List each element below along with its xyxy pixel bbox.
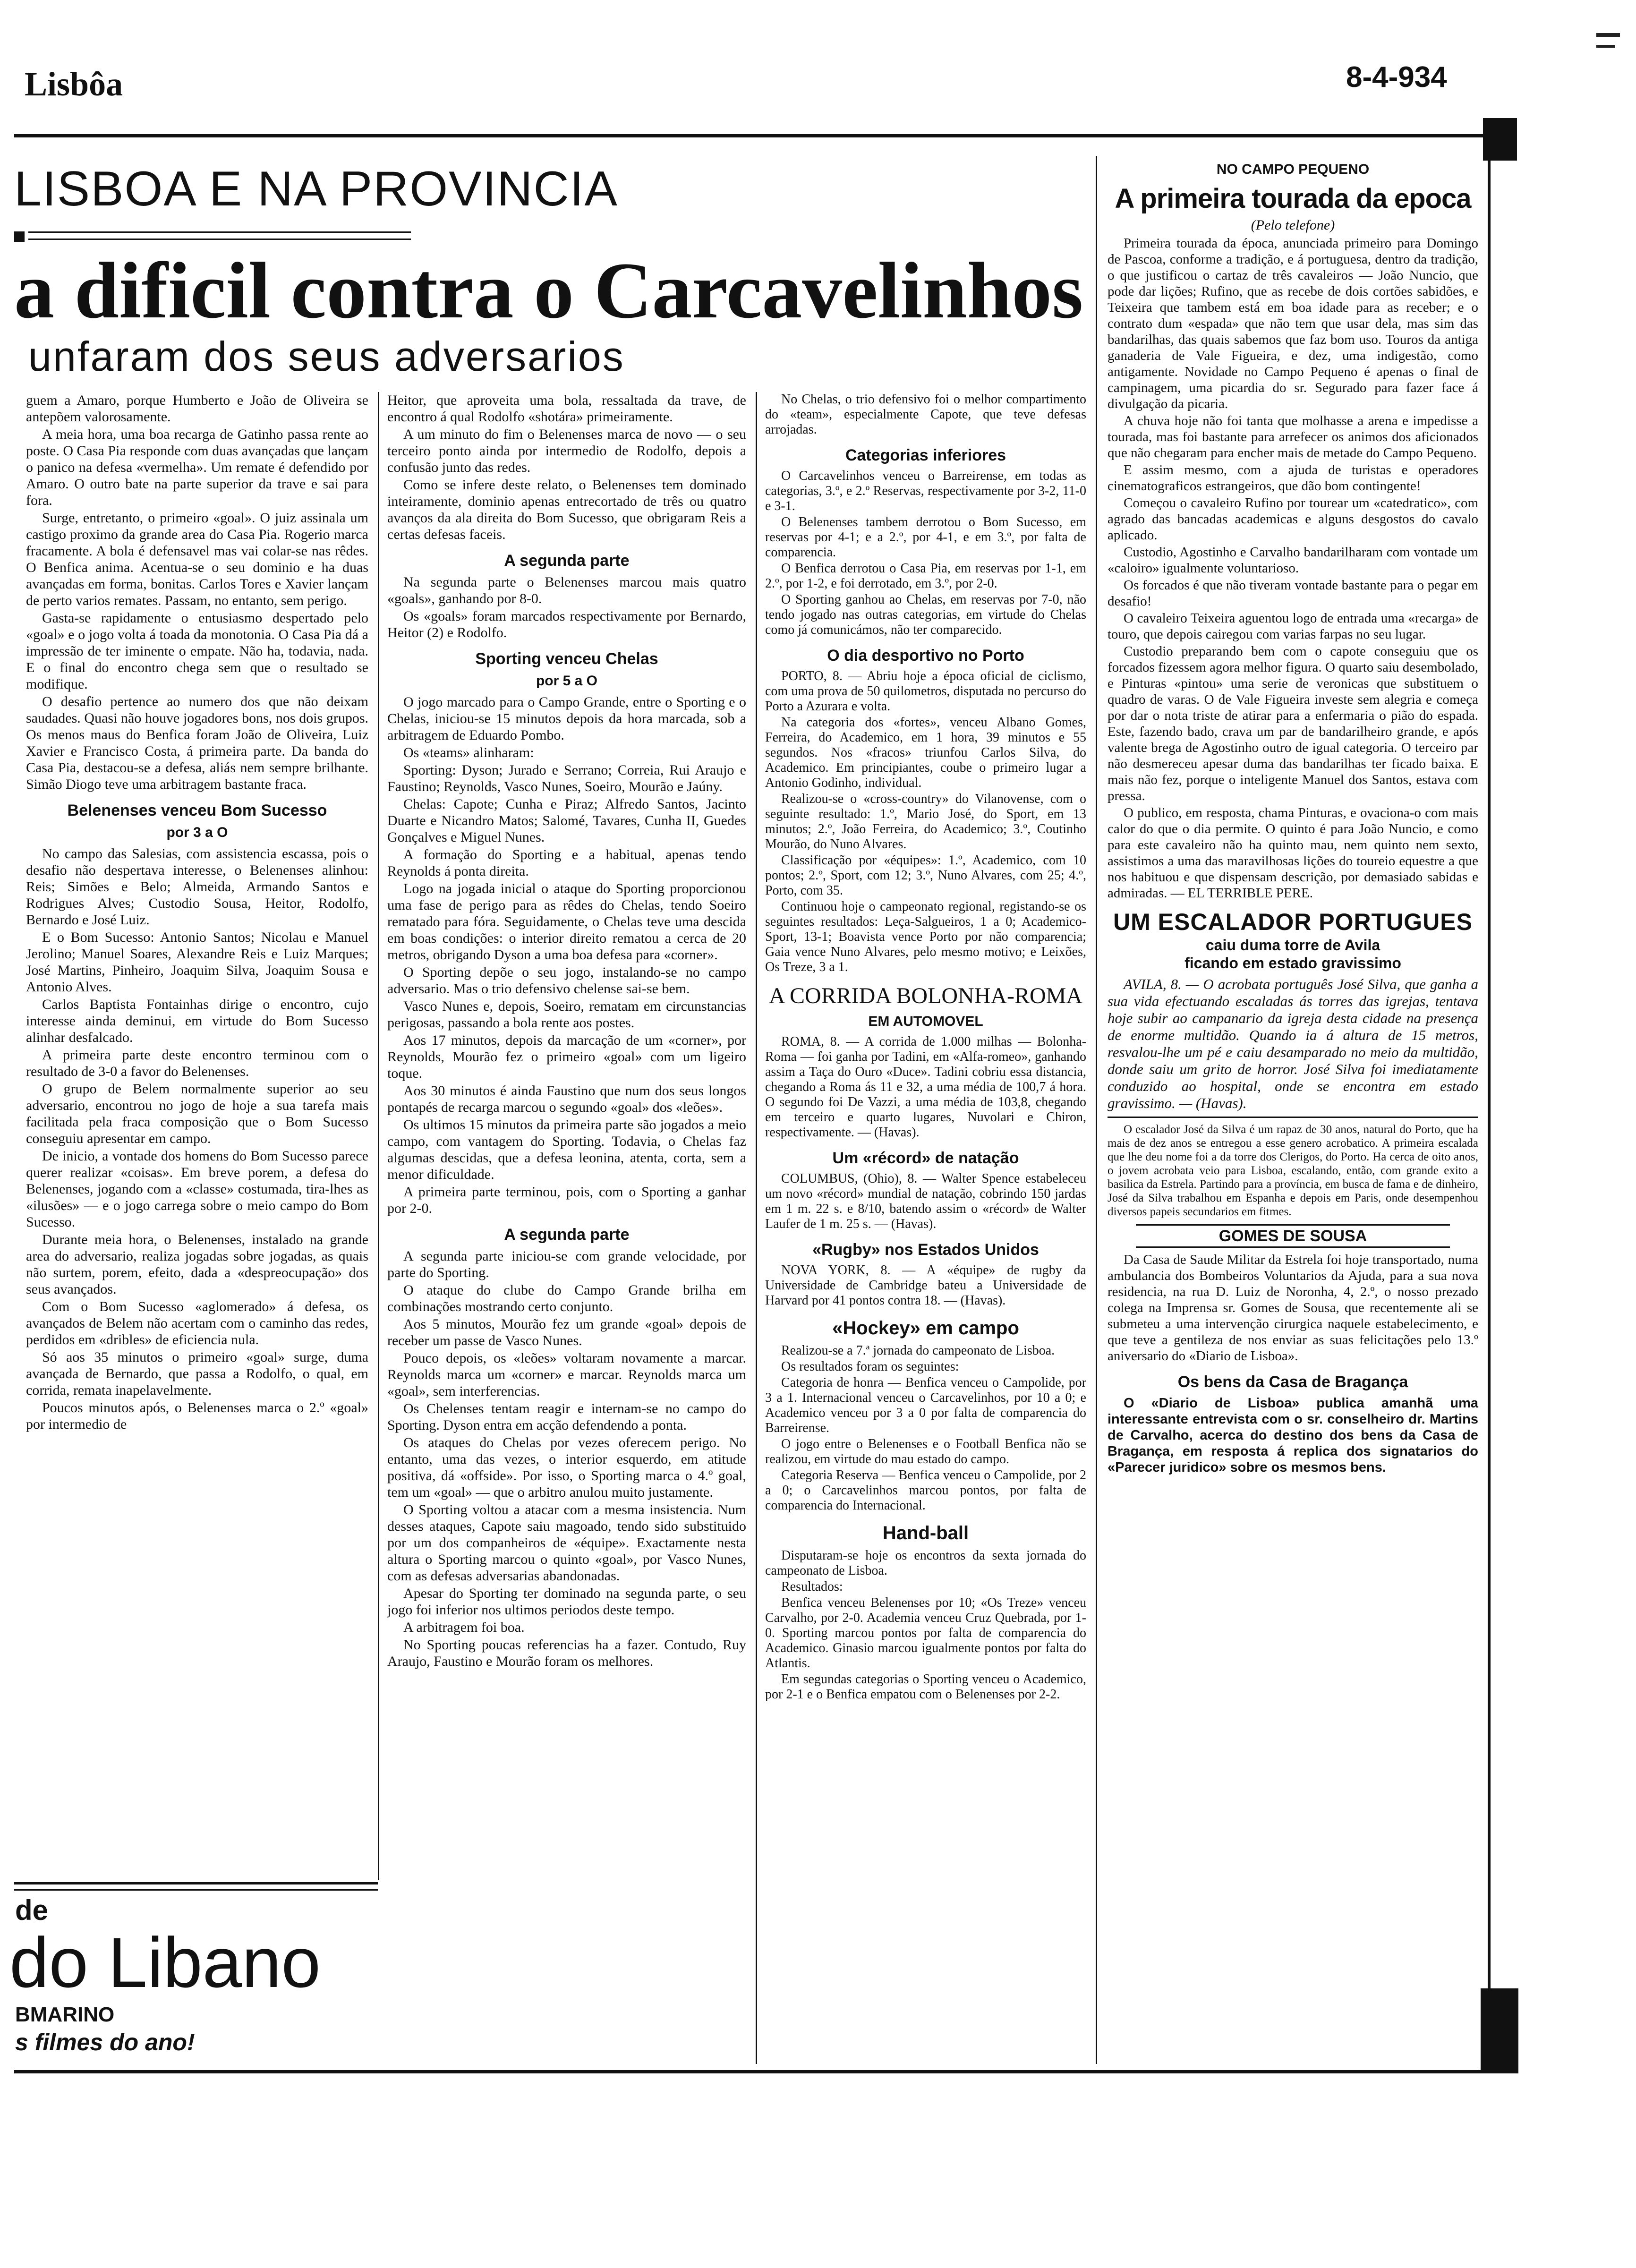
- article-paragraph: AVILA, 8. — O acrobata português José Silva, que ganha a sua vida efectuando escaladas ás torres das igrejas, tentava hoje subir ao campanario da igreja desta cidade na presença de enorme multidão. Quando ia á altura de 15 metros, resvalou-lhe um pé e caiu desamparado no meio da multidão, donde saiu um grito de horror. José Silva foi imediatamente conduzido ao hospital, onde se encontra em estado gravissimo. — (Havas).: [1108, 976, 1478, 1111]
- column-divider: [378, 392, 379, 1880]
- article-byline: (Pelo telefone): [1251, 217, 1335, 233]
- article-heading: A segunda parte: [504, 552, 630, 570]
- article-headline: UM ESCALADOR PORTUGUES: [1113, 909, 1473, 935]
- article-subheading: ficando em estado gravissimo: [1184, 955, 1401, 972]
- article-heading: Belenenses venceu Bom Sucesso: [67, 801, 327, 819]
- section-rule: [28, 239, 411, 240]
- article-paragraph: A formação do Sporting e a habitual, apenas tendo Reynolds á ponta direita.: [387, 847, 746, 879]
- article-paragraph: Chelas: Capote; Cunha e Piraz; Alfredo Santos, Jacinto Duarte e Nicandro Matos; Salomé, Tavares, Cunha II, Guedes Gonçalves e Miguel Nunes.: [387, 796, 746, 845]
- article-paragraph: Resultados:: [781, 1579, 843, 1594]
- main-headline: a dificil contra o Carcavelinhos: [14, 246, 1083, 335]
- article-paragraph: A chuva hoje não foi tanta que molhasse a arena e impedisse a tourada, mas foi bastante para arrefecer os animos dos aficionados que não chegaram para encher mais de metade do Campo Pequeno.: [1108, 413, 1478, 460]
- article-subheading: caiu duma torre de Avila: [1205, 937, 1380, 954]
- ad-title: do Libano: [9, 1923, 321, 2002]
- article-paragraph: A um minuto do fim o Belenenses marca de novo — o seu terceiro ponto ainda por intermedio de Rodolfo, depois a confusão junto das redes.: [387, 426, 746, 475]
- masthead-title: Lisbôa: [25, 65, 123, 103]
- article-paragraph: A segunda parte iniciou-se com grande velocidade, por parte do Sporting.: [387, 1248, 746, 1280]
- column-2: [387, 392, 746, 1671]
- bottom-rule: [14, 2070, 1483, 2073]
- article-paragraph: Como se infere deste relato, o Belenenses tem dominado inteiramente, dominio apenas entrecortado de três ou quatro avanços da ala direita do Bom Sucesso, que obrigaram Reis a certas defesas faceis.: [387, 477, 746, 542]
- article-heading: Hand-ball: [882, 1523, 969, 1543]
- ad-text: s filmes do ano!: [15, 2029, 195, 2055]
- article-paragraph: Primeira tourada da época, anunciada primeiro para Domingo de Pascoa, conforme a tradição, e á portuguesa, dentro da tradição, o que justificou o cartaz de três cavaleiros — João Nuncio, que pode dar lições; Rufino, que as recebe de dois cortões sabidões, e Teixeira que tambem está em boa idade para as receber; e o contrato dum «espada» que não tem que usar dela, mas sim das bandarilhas, das quais sabemos que faz bom uso. Touros da antiga ganaderia de Vale Figueira, e dez, uma indigestão, como antigamente. Novidade no Campo Pequeno é apenas o final de campinagem, uma picardia do sr. Segurado para fazer face á divulgação da picaria.: [1108, 236, 1478, 411]
- article-paragraph: E o Bom Sucesso: Antonio Santos; Nicolau e Manuel Jerolino; Manuel Soares, Alexandre Reis e Luiz Marques; José Martins, Pinheiro, Joaquim Silva, Joaquim Sousa e Antonio Alves.: [26, 929, 368, 995]
- article-paragraph: E assim mesmo, com a ajuda de turistas e operadores cinematograficos estrangeiros, que dão bom contingente!: [1108, 462, 1478, 494]
- section-title: LISBOA E NA PROVINCIA: [14, 162, 618, 216]
- article-paragraph: O Carcavelinhos venceu o Barreirense, em todas as categorias, 3.º, e 2.º Reservas, respectivamente por 3-2, 11-0 e 3-1.: [765, 469, 1086, 513]
- article-paragraph: Pouco depois, os «leões» voltaram novamente a marcar. Reynolds marca um «corner» e marcar. Reynolds marca um «goal», sem interferencias.: [387, 1350, 746, 1399]
- article-paragraph: Aos 17 minutos, depois da marcação de um «corner», por Reynolds, Mourão fez o primeiro «goal» com um ligeiro toque.: [387, 1032, 746, 1081]
- article-subheading: EM AUTOMOVEL: [868, 1014, 983, 1029]
- article-paragraph: A meia hora, uma boa recarga de Gatinho passa rente ao poste. O Casa Pia responde com duas avançadas que lançam o panico na defesa «vermelha». Um remate é defendido por Amaro. O outro bate na parte superior da trave e sai para fora.: [26, 426, 368, 508]
- article-paragraph: No campo das Salesias, com assistencia escassa, pois o desafio não despertava interesse, o Belenenses alinhou: Reis; Simões e Belo; Almeida, Armando Santos e Rodrigues Alves; Custodio Sousa, Heitor, Rodolfo, Bernardo e José Luiz.: [26, 846, 368, 928]
- article-paragraph: O publico, em resposta, chama Pinturas, e ovaciona-o com mais calor do que o dia permite. O quinto é para João Nuncio, e como para este cavaleiro não ha quinto mau, nem quinto nem sexto, assistimos a uma das maravilhosas lições do toureio equestre a que nos habituou e que dispensam descrição, por demasiado sabidas e admiradas. — EL TERRIBLE PERE.: [1108, 805, 1478, 901]
- ad-rule: [14, 1882, 378, 1884]
- article-paragraph: Poucos minutos após, o Belenenses marca o 2.º «goal» por intermedio de: [26, 1400, 368, 1432]
- article-paragraph: O jogo marcado para o Campo Grande, entre o Sporting e o Chelas, iniciou-se 15 minutos depois da hora marcada, sob a arbitragem de Eduardo Pombo.: [387, 694, 746, 743]
- article-paragraph: Continuou hoje o campeonato regional, registando-se os seguintes resultados: Leça-Salgueiros, 1 a 0; Academico-Sport, 13-1; Boavista vence Porto por não comparencia; Gaia vence Nuno Alvares, pelo mesmo motivo; e Leixões, Os Treze, 3 a 1.: [765, 899, 1086, 974]
- article-paragraph: Os «teams» alinharam:: [403, 745, 534, 760]
- article-paragraph: O «Diario de Lisboa» publica amanhã uma interessante entrevista com o sr. conselheiro dr. Martins de Carvalho, acerca do destino dos bens da Casa de Bragança, em resposta á replica dos signatarios do «Parecer juridico» sobre os mesmos bens.: [1108, 1396, 1478, 1475]
- article-paragraph: Logo na jogada inicial o ataque do Sporting proporcionou uma fase de perigo para as rêdes do Chelas, tendo Soeiro rematado para fóra. Seguidamente, o Chelas teve uma descida em boas condições: o interior direito rematou a cerca de 20 metros, obrigando Dyson a uma boa defesa para «corner».: [387, 881, 746, 963]
- article-paragraph: NOVA YORK, 8. — A «équipe» de rugby da Universidade de Cambridge bateu a Universidade de Harvard por 41 pontos contra 18. — (Havas).: [765, 1263, 1086, 1308]
- edge-mark: [1596, 33, 1620, 37]
- article-paragraph: COLUMBUS, (Ohio), 8. — Walter Spence estabeleceu um novo «récord» mundial de natação, cobrindo 150 jardas em 1 m. 22 s. e 8/10, batendo assim o «récord» de Walter Laufer de 1 m. 25 s. — (Havas).: [765, 1171, 1086, 1231]
- article-paragraph: guem a Amaro, porque Humberto e João de Oliveira se antepõem valorosamente.: [26, 392, 368, 425]
- article-paragraph: Categoria de honra — Benfica venceu o Campolide, por 3 a 1. Internacional venceu o Carcavelinhos, por 10 a 0; e Academico venceu por 3 a 0 por falta de comparencia do Barreirense.: [765, 1375, 1086, 1435]
- article-paragraph: ROMA, 8. — A corrida de 1.000 milhas — Bolonha-Roma — foi ganha por Tadini, em «Alfa-romeo», ganhando assim a Taça do Ouro «Duce». Tadini cobriu essa distancia, chegando a Roma ás 11 e 32, a uma média de 100,7 á hora. O segundo foi De Vazzi, a uma média de 103,8, chegando em terceiro e quarto lugares, Nuvolari e Chiron, respectivamente. — (Havas).: [765, 1034, 1086, 1140]
- masthead-date: 8-4-934: [1346, 61, 1447, 94]
- article-paragraph: Os forcados é que não tiveram vontade bastante para o pegar em desafio!: [1108, 578, 1478, 609]
- section-rule: [28, 231, 411, 233]
- ad-text: de: [15, 1894, 49, 1926]
- article-paragraph: Custodio preparando bem com o capote conseguiu que os forcados fizessem agora melhor figura. O quarto saiu desembolado, e Pinturas «pintou» uma serie de veronicas que substituem o quadro de varas. O de Vale Figueira investe sem alegria e começa por dar o nota triste de atirar para a enfermaria o pião do espada. Este, fazendo bado, crava um par de bandarilheiro grande, e após valente brega de Agostinho outro de igual categoria. O terceiro par não desmereceu apesar duma das bandarilhas ter ficado baixa. E mais não fez, porque o inteligente Manuel dos Santos, estava com pressa.: [1108, 644, 1478, 803]
- article-paragraph: O Benfica derrotou o Casa Pia, em reservas por 1-1, em 2.º, por 1-2, e foi derrotado, em 3.º, por 2-0.: [765, 561, 1086, 591]
- article-paragraph: Classificação por «équipes»: 1.º, Academico, com 10 pontos; 2.º, Sport, com 12; 3.º, Nuno Alvares, com 25; 4.º, Porto, com 35.: [765, 853, 1086, 898]
- article-paragraph: Da Casa de Saude Militar da Estrela foi hoje transportado, numa ambulancia dos Bombeiros Voluntarios da Ajuda, para a sua nova residencia, na rua D. Luiz de Noronha, 4, 2.º, o nosso prezado colega na Imprensa sr. Gomes de Sousa, que recentemente ali se submeteu a uma intervenção cirurgica naquele estabelecimento, e que teve a gentileza de nos enviar as suas felicitações pelo 13.º aniversario do «Diario de Lisboa».: [1108, 1252, 1478, 1364]
- article-paragraph: O desafio pertence ao numero dos que não deixam saudades. Quasi não houve jogadores bons, nos dois grupos. Os menos maus do Benfica foram João de Oliveira, Luiz Xavier e Francisco Costa, á primeira parte. Da banda do Casa Pia, destacou-se a defesa, aliás nem sempre brilhante. Simão Diogo teve uma arbitragem bastante fraca.: [26, 694, 368, 792]
- article-paragraph: Surge, entretanto, o primeiro «goal». O juiz assinala um castigo proximo da grande area do Casa Pia. Rogerio marca fracamente. A bola é defensavel mas vai colar-se nas rêdes. O Benfica anima. Acentua-se o seu dominio e ha duas avançadas em forma, bonitas. Carlos Tores e Xavier lançam de perto varios remates. Passam, no entanto, sem perigo.: [26, 510, 368, 608]
- article-paragraph: Gasta-se rapidamente o entusiasmo despertado pelo «goal» e o jogo volta á toada da monotonia. O Casa Pia dá a impressão de ter iminente o empate. Não ha, todavia, nada. E o final do encontro chega sem que o resultado se modifique.: [26, 610, 368, 692]
- column-3: [765, 392, 1086, 1703]
- ad-text: BMARINO: [15, 2003, 115, 2026]
- article-paragraph: Só aos 35 minutos o primeiro «goal» surge, duma avançada de Bernardo, que passa a Rodolfo, o qual, em corrida, remata inapelavelmente.: [26, 1349, 368, 1398]
- article-paragraph: Os resultados foram os seguintes:: [781, 1359, 959, 1374]
- article-paragraph: O Sporting ganhou ao Chelas, em reservas por 7-0, não tendo jogado nas outras categorias, em virtude do Chelas como já comunicámos, não ter comparecido.: [765, 592, 1086, 637]
- article-heading: Categorias inferiores: [845, 446, 1006, 464]
- article-heading: Sporting venceu Chelas: [475, 650, 658, 668]
- article-paragraph: De inicio, a vontade dos homens do Bom Sucesso parece querer realizar «coisas». Em breve porem, a defesa do Belenenses, jogando com a «classe» costumada, tira-lhes as «ilusões» — e o jogo carrega sobre o meio campo do Bom Sucesso.: [26, 1148, 368, 1230]
- article-paragraph: Vasco Nunes e, depois, Soeiro, rematam em circunstancias perigosas, passando a bola rente aos postes.: [387, 998, 746, 1031]
- ad-rule: [14, 1889, 378, 1891]
- article-heading: «Rugby» nos Estados Unidos: [812, 1241, 1039, 1259]
- article-paragraph: Custodio, Agostinho e Carvalho bandarilharam com vontade um «caloiro» igualmente voluntarioso.: [1108, 545, 1478, 576]
- article-paragraph: O Sporting depõe o seu jogo, instalando-se no campo adversario. Mas o trio defensivo chelense sai-se bem.: [387, 964, 746, 997]
- right-bar: [1483, 118, 1517, 161]
- article-paragraph: O cavaleiro Teixeira aguentou logo de entrada uma «recarga» de touro, que depois cairegou com varias farpas no seu lugar.: [1108, 611, 1478, 642]
- article-paragraph: Na categoria dos «fortes», venceu Albano Gomes, Ferreira, do Academico, em 1 hora, 39 minutos e 55 segundos. Nos «fracos» triunfou Carlos Silva, do Academico. Em principiantes, coube o primeiro lugar a Antonio Godinho, individual.: [765, 715, 1086, 790]
- article-subheading: por 5 a O: [536, 673, 598, 689]
- article-paragraph: O jogo entre o Belenenses e o Football Benfica não se realizou, em virtude do mau estado do campo.: [765, 1437, 1086, 1467]
- bottom-bar: [1481, 1988, 1518, 2073]
- article-paragraph: Benfica venceu Belenenses por 10; «Os Treze» venceu Carvalho, por 2-0. Academia venceu Cruz Quebrada, por 1-0. Sporting marcou pontos por falta de comparencia do Academico. Ginasio marcou igualmente pontos por falta do Atlantis.: [765, 1595, 1086, 1671]
- article-heading: GOMES DE SOUSA: [1136, 1224, 1450, 1248]
- article-paragraph: No Sporting poucas referencias ha a fazer. Contudo, Ruy Araujo, Faustino e Mourão foram os melhores.: [387, 1637, 746, 1669]
- article-paragraph: Carlos Baptista Fontainhas dirige o encontro, cujo interesse ainda deminui, em virtude do Bom Sucesso alinhar desfalcado.: [26, 997, 368, 1045]
- article-heading: Um «récord» de natação: [832, 1149, 1019, 1167]
- article-paragraph: O Sporting voltou a atacar com a mesma insistencia. Num desses ataques, Capote saiu magoado, tendo sido substituido por um dos companheiros de «équipe». Exactamente nesta altura o Sporting marcou o quinto «goal», por Vasco Nunes, com as defesas adversarias abandonadas.: [387, 1502, 746, 1584]
- article-paragraph: Os ataques do Chelas por vezes oferecem perigo. No entanto, uma das vezes, o interior esquerdo, em atitude positiva, dá «offside». Por isso, o Sporting marca o 4.º goal, tem um «goal» — que o arbitro anulou muito justamente.: [387, 1435, 746, 1500]
- article-paragraph: Os ultimos 15 minutos da primeira parte são jogados a meio campo, com vantagem do Sporting. Todavia, o Chelas faz algumas descidas, que a defesa leonina, atenta, corta, sem a menor dificuldade.: [387, 1117, 746, 1182]
- article-paragraph: Na segunda parte o Belenenses marcou mais quatro «goals», ganhando por 8-0.: [387, 574, 746, 606]
- edge-mark: [1596, 45, 1615, 48]
- separator: [1108, 1117, 1478, 1118]
- article-paragraph: Os Chelenses tentam reagir e internam-se no campo do Sporting. Dyson entra em acção defendendo a ponta.: [387, 1401, 746, 1433]
- article-paragraph: A arbitragem foi boa.: [403, 1620, 525, 1635]
- article-paragraph: Os «goals» foram marcados respectivamente por Bernardo, Heitor (2) e Rodolfo.: [387, 608, 746, 640]
- article-heading: A segunda parte: [504, 1226, 630, 1244]
- article-paragraph: No Chelas, o trio defensivo foi o melhor compartimento do «team», especialmente Capote, que teve defesas arrojadas.: [765, 392, 1086, 437]
- article-paragraph: Realizou-se a 7.ª jornada do campeonato de Lisboa.: [781, 1343, 1055, 1358]
- article-paragraph: O grupo de Belem normalmente superior ao seu adversario, encontrou no jogo de hoje a sua tarefa mais facilitada pela fraca composição que o Bom Sucesso conseguiu apresentar em campo.: [26, 1081, 368, 1146]
- article-paragraph: O Belenenses tambem derrotou o Bom Sucesso, em reservas por 4-1; e a 2.º, por 4-1, e em 3.º, por falta de comparencia.: [765, 515, 1086, 560]
- main-subhead: unfaram dos seus adversarios: [28, 333, 625, 380]
- article-kicker: NO CAMPO PEQUENO: [1216, 162, 1370, 177]
- section-marker: [14, 231, 25, 242]
- article-paragraph: O ataque do clube do Campo Grande brilha em combinações mostrando certo conjunto.: [387, 1282, 746, 1314]
- article-paragraph: Com o Bom Sucesso «aglomerado» á defesa, os avançados de Belem não acertam com o caminho das redes, perdidos em «dribles» de eficiencia nula.: [26, 1299, 368, 1347]
- article-paragraph: A primeira parte terminou, pois, com o Sporting a ganhar por 2-0.: [387, 1184, 746, 1216]
- article-paragraph: Aos 30 minutos é ainda Faustino que num dos seus longos pontapés de recarga marcou o segundo «goal» dos «leões».: [387, 1083, 746, 1115]
- article-paragraph: Começou o cavaleiro Rufino por tourear um «catedratico», com agrado das bancadas academicas e alguns desgostos do cavalo aplicado.: [1108, 495, 1478, 543]
- right-vertical-rule: [1488, 161, 1491, 1988]
- column-4: [1108, 161, 1478, 1476]
- article-paragraph: Aos 5 minutos, Mourão fez um grande «goal» depois de receber um passe de Vasco Nunes.: [387, 1316, 746, 1348]
- article-paragraph: Sporting: Dyson; Jurado e Serrano; Correia, Rui Araujo e Faustino; Reynolds, Vasco Nunes, Soeiro, Mourão e Jaúny.: [387, 762, 746, 794]
- column-divider: [1096, 156, 1097, 2064]
- column-divider: [756, 392, 757, 2064]
- article-paragraph: PORTO, 8. — Abriu hoje a época oficial de ciclismo, com uma prova de 50 quilometros, disputada no percurso do Porto a Azurara e volta.: [765, 669, 1086, 714]
- article-heading: «Hockey» em campo: [832, 1318, 1019, 1339]
- article-heading: Os bens da Casa de Bragança: [1177, 1373, 1408, 1391]
- article-paragraph: Em segundas categorias o Sporting venceu o Academico, por 2-1 e o Benfica empatou com o Belenenses por 2-2.: [765, 1672, 1086, 1702]
- article-paragraph: O escalador José da Silva é um rapaz de 30 anos, natural do Porto, que ha mais de dez anos se entregou a esse genero acrobatico. A primeira escalada que lhe deu nome foi a da torre dos Clerigos, do Porto. Ha cerca de oito anos, o jovem acrobata veio para Lisboa, escalando, então, com grande exito a basilica da Estrela. Partindo para a província, em busca de fama e de dinheiro, José da Silva trabalhou em Espanha e depois em Paris, onde desempenhou diversos papeis secundarios em fitmes.: [1108, 1123, 1478, 1218]
- article-paragraph: A primeira parte deste encontro terminou com o resultado de 3-0 a favor do Belenenses.: [26, 1047, 368, 1079]
- column-1: [26, 392, 368, 1433]
- article-paragraph: Realizou-se o «cross-country» do Vilanovense, com o seguinte resultado: 1.º, Mario José, do Sport, em 13 minutos; 2.º, João Ferreira, do Academico; 3.º, Coutinho Mourão, do Nuno Alvares.: [765, 792, 1086, 852]
- article-headline: A primeira tourada da epoca: [1115, 183, 1471, 214]
- article-paragraph: Heitor, que aproveita uma bola, ressaltada da trave, de encontro á qual Rodolfo «shotára» primeiramente.: [387, 392, 746, 425]
- article-subheading: por 3 a O: [166, 825, 228, 840]
- article-paragraph: Durante meia hora, o Belenenses, instalado na grande area do adversario, realiza jogadas sobre jogadas, as quais não surtem, porem, efeito, dada a «despreocupação» dos seus avançados.: [26, 1232, 368, 1297]
- article-paragraph: Apesar do Sporting ter dominado na segunda parte, o seu jogo foi inferior nos ultimos periodos deste tempo.: [387, 1586, 746, 1618]
- article-heading: A CORRIDA BOLONHA-ROMA: [768, 983, 1083, 1008]
- top-rule: [14, 134, 1483, 137]
- article-heading: O dia desportivo no Porto: [827, 647, 1024, 665]
- article-paragraph: Categoria Reserva — Benfica venceu o Campolide, por 2 a 0; o Carcavelinhos marcou pontos, por falta de comparencia do Internacional.: [765, 1468, 1086, 1513]
- article-paragraph: Disputaram-se hoje os encontros da sexta jornada do campeonato de Lisboa.: [765, 1548, 1086, 1578]
